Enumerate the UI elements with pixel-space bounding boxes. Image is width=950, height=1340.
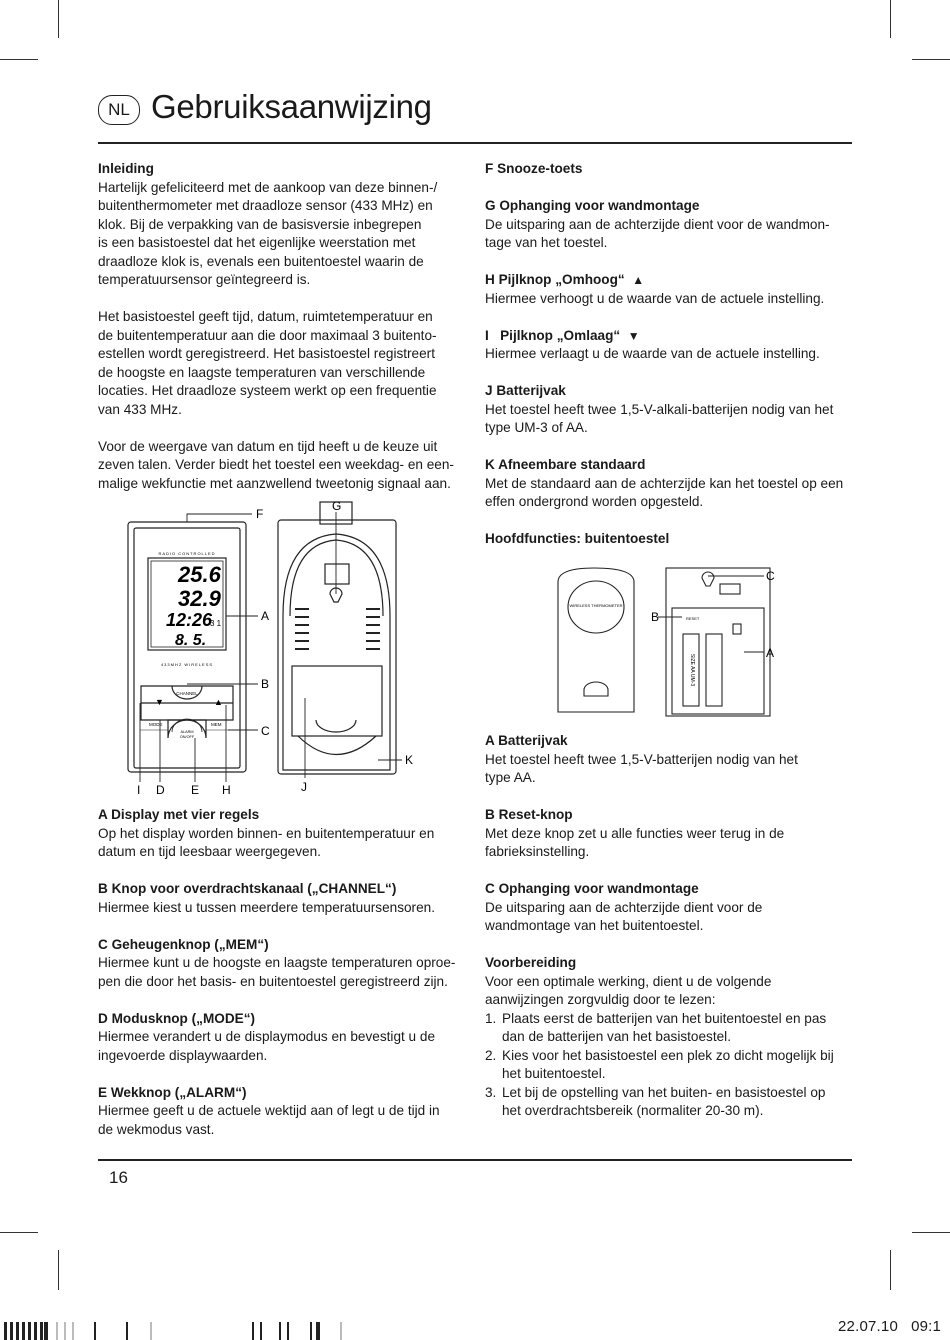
lcd-row3: 12:26: [166, 610, 213, 630]
item-heading: C Geheugenknop („MEM“): [98, 936, 269, 952]
item-heading: H Pijlknop „Omhoog“: [485, 272, 625, 287]
mem-button-label: MEM: [211, 722, 222, 727]
crop-mark: [912, 59, 950, 60]
text-line: Het basistoestel geeft tijd, datum, ruimtetemperatuur en: [98, 309, 433, 324]
item-heading: Voorbereiding: [485, 955, 577, 970]
callout-J: J: [301, 780, 307, 794]
lcd-row2: 32.9: [178, 586, 221, 611]
item-heading: D Modusknop („MODE“): [98, 1010, 256, 1026]
callout-B: B: [651, 610, 660, 624]
text-line: type AA.: [485, 770, 536, 785]
page-title: Gebruiksaanwijzing: [151, 88, 432, 125]
text-line: Het toestel heeft twee 1,5-V-alkali-batterijen nodig van het: [485, 401, 834, 417]
item-heading: E Wekknop („ALARM“): [98, 1084, 247, 1100]
text-line: de hoogste en laagste temperaturen van verschillende: [98, 364, 426, 380]
up-triangle-icon: ▲: [632, 273, 645, 287]
crop-mark: [912, 1232, 950, 1233]
text-line: Hiermee verandert u de displaymodus en bevestigt u de: [98, 1029, 436, 1044]
base-station-figure: [120, 498, 425, 798]
callout-D: D: [156, 783, 165, 797]
text-line: Hiermee kiest u tussen meerdere temperatuursensoren.: [98, 899, 435, 915]
print-registration-bars: [0, 1318, 360, 1340]
text-line: pen die door het basis- en buitentoestel geregistreerd zijn.: [98, 973, 448, 989]
callout-A: A: [261, 609, 270, 623]
lcd-row1: 25.6: [178, 562, 221, 587]
lcd-row4: 8. 5.: [175, 632, 207, 649]
text-line: klok. Bij de verpakking van de basisversie inbegrepen: [98, 216, 422, 232]
text-line: Op het display worden binnen- en buitentemperatuur en: [98, 825, 435, 841]
text-line: locaties. Het draadloze systeem werkt op een frequentie: [98, 383, 437, 398]
item-heading: A Display met vier regels: [98, 807, 260, 822]
callout-C: C: [261, 724, 270, 738]
text-line: tage van het toestel.: [485, 235, 608, 250]
prep-list: [485, 1010, 855, 1121]
left-items: [98, 806, 468, 1139]
text-line: Hiermee geeft u de actuele wektijd aan of legt u de tijd in: [98, 1103, 440, 1118]
battery-label: SIZE AA UM-3: [689, 653, 695, 687]
left-intro: [98, 160, 468, 493]
intro-heading: Inleiding: [98, 161, 154, 176]
language-badge: NL: [98, 95, 140, 125]
text-line: effen ondergrond worden opgesteld.: [485, 494, 704, 509]
text-line: aanwijzingen zorgvuldig door te lezen:: [485, 992, 716, 1007]
up-arrow-icon: ▲: [214, 697, 223, 707]
text-line: temperatuursensor geïntegreerd is.: [98, 272, 311, 287]
device-label-bottom: 433MHZ WIRELESS: [160, 662, 214, 667]
header-rule: [98, 142, 852, 144]
callout-A: A: [766, 646, 775, 660]
list-item: 3. Let bij de opstelling van het buiten- en basistoestel op het overdrachtsbereik (normaliter 20-30 m).: [485, 1084, 826, 1118]
crop-mark: [0, 59, 38, 60]
callout-E: E: [191, 783, 200, 797]
item-heading: J Batterijvak: [485, 383, 566, 398]
callout-K: K: [405, 753, 414, 767]
text-line: Met de standaard aan de achterzijde kan het toestel op een: [485, 475, 844, 491]
text-line: buitenthermometer met draadloze sensor (433 MHz) en: [98, 198, 433, 213]
onoff-button-label: ON/OFF: [179, 735, 195, 739]
text-line: De uitsparing aan de achterzijde dient voor de: [485, 899, 763, 915]
text-line: Het toestel heeft twee 1,5-V-batterijen nodig van het: [485, 751, 798, 767]
item-heading: C Ophanging voor wandmontage: [485, 881, 699, 896]
text-line: draadloze klok is, evenals een buitentoestel waarin de: [98, 253, 424, 269]
text-line: malige wekfunctie met aanzwellend tweetonig signaal aan.: [98, 475, 451, 491]
down-triangle-icon: ▼: [627, 328, 640, 343]
right-items-bottom: [485, 732, 855, 1121]
text-line: Voor de weergave van datum en tijd heeft u de keuze uit: [98, 438, 438, 454]
item-heading: G Ophanging voor wandmontage: [485, 198, 700, 213]
text-line: Hiermee kunt u de hoogste en laagste temperaturen oproe-: [98, 955, 456, 970]
crop-mark: [0, 1232, 38, 1233]
callout-I: I: [137, 783, 141, 797]
item-heading: B Reset-knop: [485, 807, 573, 822]
text-line: estellen wordt geregistreerd. Het basistoestel registreert: [98, 346, 435, 361]
text-line: Hiermee verlaagt u de waarde van de actuele instelling.: [485, 346, 820, 361]
text-line: Hiermee verhoogt u de waarde van de actuele instelling.: [485, 290, 825, 306]
crop-mark: [58, 0, 59, 38]
alarm-button-label: ALARM: [180, 730, 194, 734]
item-heading: B Knop voor overdrachtskanaal („CHANNEL“): [98, 881, 397, 896]
text-line: is een basistoestel dat het eigenlijke weerstation met: [98, 235, 416, 250]
right-items-top: [485, 160, 855, 549]
item-heading: A Batterijvak: [485, 733, 568, 748]
text-line: de buitentemperatuur aan die door maximaal 3 buitento-: [98, 327, 437, 343]
crop-mark: [890, 0, 891, 38]
list-item: 2. Kies voor het basistoestel een plek zo dicht mogelijk bij het buitentoestel.: [485, 1047, 834, 1081]
down-arrow-icon: ▼: [155, 697, 164, 707]
crop-mark: [58, 1250, 59, 1290]
callout-G: G: [332, 499, 342, 513]
reset-label: RESET: [686, 616, 700, 621]
lcd-row3-small: 3 1: [210, 619, 222, 628]
section-heading: Hoofdfuncties: buitentoestel: [485, 531, 670, 546]
text-line: de wekmodus vast.: [98, 1121, 215, 1137]
print-date: 22.07.10 09:1: [838, 1318, 942, 1335]
text-line: Voor een optimale werking, dient u de volgende: [485, 973, 772, 989]
item-heading: F Snooze-toets: [485, 161, 583, 176]
callout-H: H: [222, 783, 231, 797]
callout-C: C: [766, 569, 775, 583]
page-number: 16: [109, 1168, 128, 1187]
text-line: datum en tijd leesbaar weergegeven.: [98, 844, 321, 859]
text-line: De uitsparing aan de achterzijde dient voor de wandmon-: [485, 216, 830, 232]
text-line: zeven talen. Verder biedt het toestel een weekdag- en een-: [98, 457, 454, 472]
callout-B: B: [261, 677, 270, 691]
channel-button-label: CHANNEL: [176, 691, 198, 696]
text-line: type UM-3 of AA.: [485, 420, 588, 435]
text-line: Hartelijk gefeliciteerd met de aankoop van deze binnen-/: [98, 179, 438, 195]
text-line: ingevoerde displaywaarden.: [98, 1047, 268, 1063]
device-label-top: RADIO CONTROLLED: [158, 551, 216, 556]
footer-rule: [98, 1159, 852, 1161]
crop-mark: [890, 1250, 891, 1290]
callout-F: F: [256, 507, 264, 521]
outdoor-unit-figure: [548, 562, 788, 722]
text-line: van 433 MHz.: [98, 401, 182, 417]
item-heading: I Pijlknop „Omlaag“: [485, 327, 621, 343]
list-item: 1. Plaats eerst de batterijen van het buitentoestel en pas dan de batterijen van het basistoestel.: [485, 1010, 827, 1044]
item-heading: K Afneembare standaard: [485, 457, 646, 472]
front-label: WIRELESS THERMOMETER: [569, 603, 623, 608]
text-line: wandmontage van het buitentoestel.: [485, 918, 704, 933]
text-line: fabrieksinstelling.: [485, 844, 590, 859]
mode-button-label: MODE: [149, 722, 163, 727]
text-line: Met deze knop zet u alle functies weer terug in de: [485, 825, 785, 841]
